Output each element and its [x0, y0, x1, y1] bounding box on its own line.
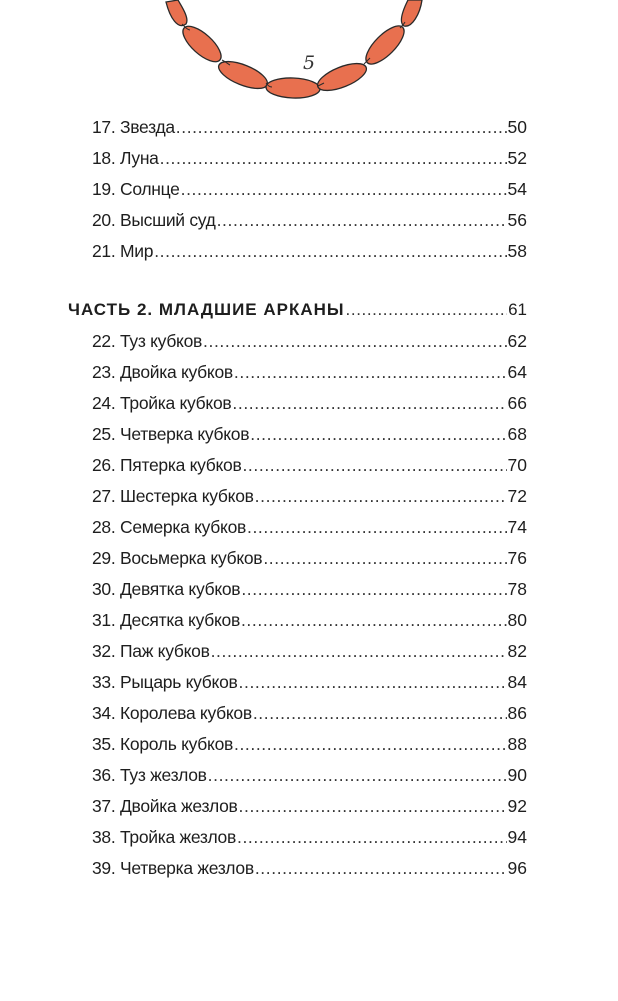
toc-entry-page: 70	[507, 455, 527, 475]
toc-entry[interactable]	[92, 854, 527, 882]
toc-entry[interactable]	[92, 206, 527, 234]
dot-leader	[250, 420, 506, 448]
toc-entry-title: 25. Четверка кубков	[92, 424, 250, 444]
toc-entry-title: 34. Королева кубков	[92, 703, 252, 723]
dot-leader	[247, 513, 507, 541]
toc-entry[interactable]	[92, 113, 527, 141]
dot-leader	[234, 730, 507, 758]
toc-entry-title: 28. Семерка кубков	[92, 517, 246, 537]
dot-leader	[232, 389, 506, 417]
toc-entry[interactable]	[92, 420, 527, 448]
toc-entry-title: 17. Звезда	[92, 117, 175, 137]
dot-leader	[241, 606, 507, 634]
toc-entry-title: 38. Тройка жезлов	[92, 827, 236, 847]
toc-entry-page: 74	[507, 517, 527, 537]
toc-part-heading[interactable]	[68, 296, 527, 324]
toc-entry[interactable]	[92, 358, 527, 386]
toc-entry[interactable]	[92, 482, 527, 510]
toc-entry[interactable]	[92, 730, 527, 758]
toc-entry[interactable]	[92, 144, 527, 172]
toc-entry-page: 68	[507, 424, 527, 444]
toc-entry-page: 78	[507, 579, 527, 599]
toc-entry-page: 88	[507, 734, 527, 754]
toc-entry-page: 66	[507, 393, 527, 413]
toc-entry-page: 84	[507, 672, 527, 692]
toc-entry-page: 92	[507, 796, 527, 816]
toc-entry-title: 35. Король кубков	[92, 734, 233, 754]
toc-entry[interactable]	[92, 699, 527, 727]
dot-leader	[234, 358, 507, 386]
toc-entry-page: 64	[507, 362, 527, 382]
sausage-icon	[166, 0, 187, 26]
toc-entry[interactable]	[92, 451, 527, 479]
toc-entry-title: 20. Высший суд	[92, 210, 216, 230]
dot-leader	[346, 296, 508, 324]
toc-entry-title: 24. Тройка кубков	[92, 393, 232, 413]
toc-entry-title: 37. Двойка жезлов	[92, 796, 238, 816]
dot-leader	[154, 237, 506, 265]
toc-entry-page: 61	[508, 300, 527, 319]
dot-leader	[211, 637, 507, 665]
dot-leader	[241, 575, 506, 603]
dot-leader	[181, 175, 507, 203]
toc-entry-title: 19. Солнце	[92, 179, 180, 199]
toc-entry-page: 54	[507, 179, 527, 199]
toc-entry-title: 31. Десятка кубков	[92, 610, 240, 630]
toc-entry-page: 52	[507, 148, 527, 168]
sausage-icon	[266, 77, 321, 99]
dot-leader	[263, 544, 506, 572]
dot-leader	[176, 113, 507, 141]
toc-entry-title: 23. Двойка кубков	[92, 362, 233, 382]
toc-entry[interactable]	[92, 327, 527, 355]
dot-leader	[255, 854, 507, 882]
toc-entry[interactable]	[92, 668, 527, 696]
toc-entry-title: 39. Четверка жезлов	[92, 858, 254, 878]
toc-entry[interactable]	[92, 575, 527, 603]
toc-entry[interactable]	[92, 237, 527, 265]
dot-leader	[208, 761, 507, 789]
toc-entry[interactable]	[92, 544, 527, 572]
dot-leader	[237, 823, 507, 851]
toc-entry-page: 86	[507, 703, 527, 723]
toc-entry-page: 80	[507, 610, 527, 630]
dot-leader	[160, 144, 507, 172]
toc-entry-title: 21. Мир	[92, 241, 154, 261]
toc-entry-title: 30. Девятка кубков	[92, 579, 241, 599]
toc-entry-title: 33. Рыцарь кубков	[92, 672, 238, 692]
toc-entry-title: 27. Шестерка кубков	[92, 486, 254, 506]
dot-leader	[239, 792, 507, 820]
toc-entry-page: 58	[507, 241, 527, 261]
toc-entry-page: 50	[507, 117, 527, 137]
page-number: 5	[302, 52, 316, 74]
toc-entry-title: 29. Восьмерка кубков	[92, 548, 263, 568]
dot-leader	[217, 206, 507, 234]
toc-entry[interactable]	[92, 606, 527, 634]
toc-entry[interactable]	[92, 761, 527, 789]
dot-leader	[253, 699, 507, 727]
toc-entry-page: 72	[507, 486, 527, 506]
toc-entry-page: 94	[507, 827, 527, 847]
toc-entry[interactable]	[92, 389, 527, 417]
dot-leader	[255, 482, 507, 510]
toc-entry-title: 32. Паж кубков	[92, 641, 210, 661]
toc-entry-title: ЧАСТЬ 2. МЛАДШИЕ АРКАНЫ	[68, 300, 345, 319]
dot-leader	[203, 327, 506, 355]
toc-entry[interactable]	[92, 175, 527, 203]
toc-entry-page: 56	[507, 210, 527, 230]
toc-entry-title: 22. Туз кубков	[92, 331, 203, 351]
toc-entry-page: 90	[507, 765, 527, 785]
toc-entry-title: 36. Туз жезлов	[92, 765, 207, 785]
toc-entry[interactable]	[92, 637, 527, 665]
dot-leader	[242, 451, 506, 479]
toc-entry[interactable]	[92, 823, 527, 851]
toc-entry-page: 62	[507, 331, 527, 351]
dot-leader	[239, 668, 507, 696]
toc-entry-page: 76	[507, 548, 527, 568]
toc-entry-title: 26. Пятерка кубков	[92, 455, 242, 475]
toc-entry[interactable]	[92, 513, 527, 541]
toc-entry-page: 96	[507, 858, 527, 878]
toc-entry-page: 82	[507, 641, 527, 661]
toc-entry-title: 18. Луна	[92, 148, 159, 168]
toc-entry[interactable]	[92, 792, 527, 820]
